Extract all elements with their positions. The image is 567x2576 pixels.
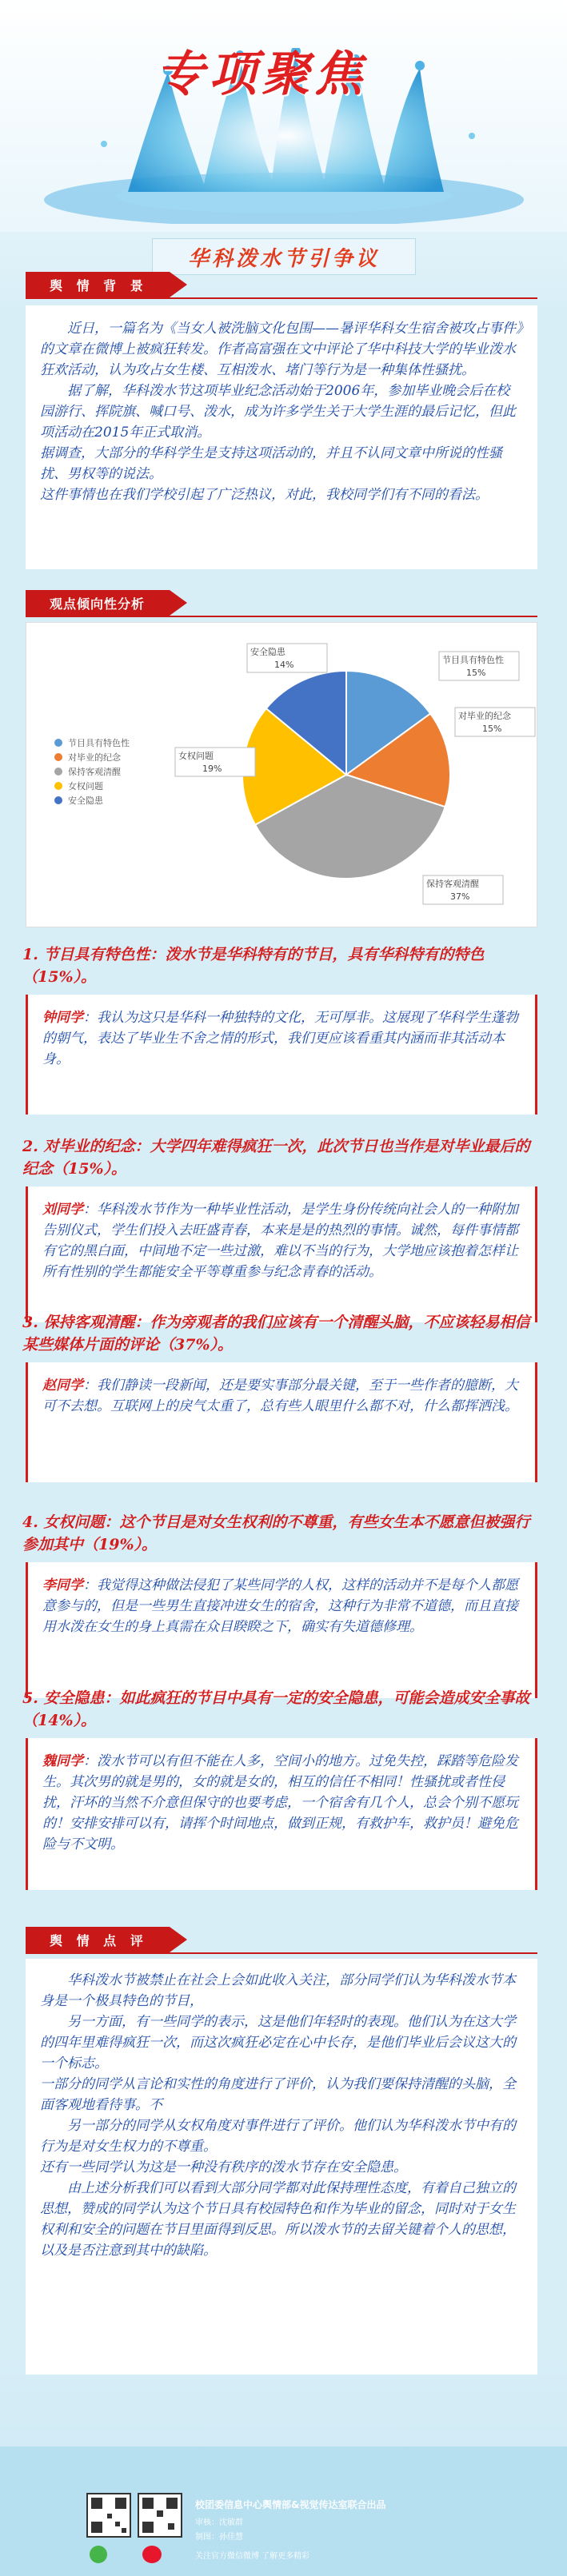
legend-label: 对毕业的纪念 [68,752,121,763]
pie-label-value: 15% [466,668,486,678]
student-name: 李同学 [42,1577,83,1593]
student-name: 赵同学 [42,1378,83,1394]
pie-label-category: 节目具有特色性 [442,655,504,665]
pie-label-value: 19% [202,764,222,774]
background-paragraph-1: 近日，一篇名为《当女人被洗脑文化包围——暑评华科女生宿舍被攻占事件》的文章在微博上被疯狂转发。作者高富强在文中评论了华中科技大学的毕业泼水狂欢活动，认为攻占女生楼、互相泼水、堵门等行为是一种集体性骚扰。 [40,321,523,378]
legend-label: 安全隐患 [68,796,103,806]
footer [0,2446,567,2576]
section-divider [26,616,537,617]
student-name: 钟同学 [42,1010,83,1026]
student-quote-text: ：我认为这只是华科一种独特的文化，无可厚非。这展现了华科学生蓬勃的朝气，表达了毕业生不舍之情的形式，我们更应该看重其内涵而非其活动本身。 [42,1010,518,1067]
pie-label-category: 安全隐患 [250,647,285,657]
student-name: 刘同学 [42,1202,83,1218]
legend-swatch [54,739,62,747]
section-divider [26,1952,537,1954]
pie-label-value: 37% [450,891,470,902]
legend-label: 女权问题 [68,781,103,792]
pie-label-category: 保持客观清醒 [426,879,479,889]
review-panel [26,1959,537,2375]
student-name: 魏同学 [42,1753,83,1769]
section-tab-background: 舆 情 背 景 [26,272,170,297]
point-quote [26,1738,537,1890]
footer-follow-text: 关注官方微信微博 了解更多精彩 [195,2552,310,2561]
point-heading: 4. 女权问题：这个节目是对女生权利的不尊重，有些女生本不愿意但被强行参加其中（19%）。 [22,1513,530,1553]
point-quote [26,1562,537,1698]
point-heading: 1. 节目具有特色性：泼水节是华科特有的节目，具有华科特有的特色（15%）。 [22,946,485,986]
point-quote [26,1186,537,1322]
pie-label-category: 女权问题 [178,751,214,761]
student-quote-text: ：我觉得这种做法侵犯了某些同学的人权，这样的活动并不是每个人都愿意参与的，但是一些男生直接冲进女生的宿舍，这种行为非常不道德，而且直接用水泼在女生的身上真需在众目睽睽之下，确实有失道德修理。 [42,1577,518,1635]
student-quote-text: ：泼水节可以有但不能在人多，空间小的地方。过免失控，踩踏等危险发生。其次男的就是男的，女的就是女的，相互的信任不相同！性骚扰或者性侵扰，汗坏的当然不介意但保守的也要考虑，一个宿舍有几个人，总会个别不愿玩的！安排安排可以有，请挥个时间地点，做到正规，有救护车，救护员！避免危险与不文明。 [42,1753,518,1852]
student-quote-text: ：华科泼水节作为一种毕业性活动，是学生身份传统向社会人的一种附加告别仪式，学生们投入去旺盛青春，本来是是的热烈的事情。诚然，每件事情都有它的黑白面，中间地不定一些过激，难以不当的行为，大学地应该抱着怎样让所有性别的学生都能安全平等尊重参与纪念青春的活动。 [42,1202,518,1280]
review-paragraph-4: 另一部分的同学从女权角度对事件进行了评价。他们认为华科泼水节中有的行为是对女生权力的不尊重。 [40,2118,516,2155]
review-paragraph-2: 另一方面，有一些同学的表示，这是他们年轻时的表现。他们认为在这大学的四年里难得疯狂一次，而这次疯狂必定在心中长存，是他们毕业后会议这大的一个标志。 [40,2014,516,2072]
review-paragraph-3: 一部分的同学从言论和实性的角度进行了评价，认为我们要保持清醒的头脑，全面客观地看待事。不 [40,2076,516,2113]
qr-code-wechat[interactable] [86,2493,131,2538]
legend-label: 保持客观清醒 [68,767,121,777]
legend-label: 节目具有特色性 [68,738,130,748]
pie-label-value: 14% [274,660,294,670]
banner [0,0,567,232]
pie-label-category: 对毕业的纪念 [458,711,511,721]
legend-swatch [54,753,62,761]
footer-organization: 校团委信息中心舆情部&视觉传达室联合出品 [195,2499,386,2510]
legend-swatch [54,782,62,790]
background-paragraph-4: 这件事情也在我们学校引起了广泛热议，对此，我校同学们有不同的看法。 [40,487,489,503]
background-panel [26,305,537,569]
review-paragraph-6: 由上述分析我们可以看到大部分同学都对此保持理性态度，有着自己独立的思想，赞成的同学认为这个节日具有校园特色和作为毕业的留念，同时对于女生权利和安全的问题在节目里面得到反思。所以泼水节的去留关键着个人的思想，以及是否注意到其中的缺陷。 [40,2180,516,2259]
pie-label-value: 15% [482,724,502,734]
point-heading: 2. 对毕业的纪念：大学四年难得疯狂一次，此次节日也当作是对毕业最后的纪念（15%）。 [22,1138,530,1178]
point-quote [26,1362,537,1482]
weibo-icon[interactable] [142,2546,162,2563]
point-heading: 5. 安全隐患：如此疯狂的节目中具有一定的安全隐患，可能会造成安全事故（14%）。 [22,1689,530,1729]
review-paragraph-1: 华科泼水节被禁止在社会上会如此收入关注，部分同学们认为华科泼水节本身是一个极具特色的节目， [40,1972,516,2009]
background-paragraph-2: 据了解，华科泼水节这项毕业纪念活动始于2006年，参加毕业晚会后在校园游行、挥院旗、喊口号、泼水，成为许多学生关于大学生涯的最后记忆，但此项活动在2015年正式取消。 [40,383,516,441]
point-quote [26,995,537,1115]
pie-chart [26,623,538,928]
footer-designer: 制图：孙佳慧 [195,2533,243,2542]
review-paragraph-5: 还有一些同学认为这是一种没有秩序的泼水节存在安全隐患。 [40,2159,407,2175]
banner-title: 专项聚焦 [156,46,367,102]
legend-swatch [54,796,62,804]
pie-chart-panel [26,622,537,927]
background-paragraph-3: 据调查，大部分的华科学生是支持这项活动的，并且不认同文章中所说的性骚扰、男权等的说法。 [40,445,502,482]
section-tab-opinion: 观点倾向性分析 [26,590,170,616]
student-quote-text: ：我们静读一段新闻，还是要实事部分最关键，至于一些作者的臆断，大可不去想。互联网上的戾气太重了，总有些人眼里什么都不对，什么都挥洒浅。 [42,1378,518,1414]
legend-swatch [54,768,62,776]
section-divider [26,297,537,299]
footer-editor: 审核：沈敏群 [195,2518,243,2527]
wechat-icon[interactable] [90,2546,107,2563]
qr-code-weibo[interactable] [138,2493,182,2538]
section-tab-review: 舆 情 点 评 [26,1927,170,1952]
point-heading: 3. 保持客观清醒：作为旁观者的我们应该有一个清醒头脑，不应该轻易相信某些媒体片面的评论（37%）。 [22,1314,530,1354]
banner-subtitle: 华科泼水节引争议 [152,238,416,275]
